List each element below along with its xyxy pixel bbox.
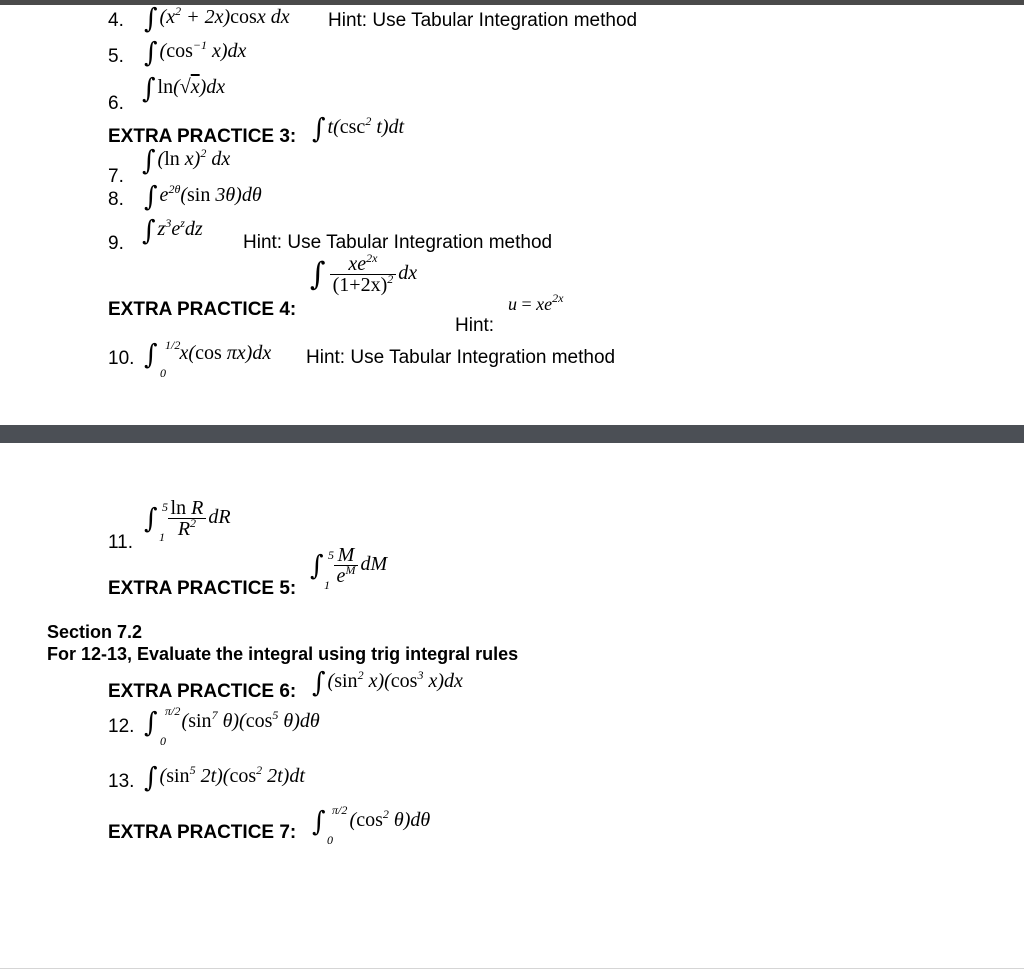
problem-6-number: 6.	[108, 93, 124, 114]
extra-practice-4-hint-label: Hint:	[455, 315, 495, 336]
extra-practice-7-integral: ∫ ($\cos^2$ θ)dθ	[312, 806, 431, 838]
section-title: Section 7.2	[47, 622, 143, 642]
problem-4-integral: ∫ $(x^2 + 2x)\cos x$ dx	[144, 3, 290, 35]
problem-11-lower-limit: 1	[159, 530, 165, 544]
problem-8-number: 8.	[108, 189, 124, 210]
extra-practice-5-upper-limit: 5	[328, 548, 334, 562]
extra-practice-4-label: EXTRA PRACTICE 4:	[108, 299, 297, 320]
extra-practice-3-label: EXTRA PRACTICE 3:	[108, 126, 297, 147]
page-divider	[0, 425, 1024, 443]
problem-4-hint: Hint: Use Tabular Integration method	[328, 10, 638, 31]
extra-practice-7-label: EXTRA PRACTICE 7:	[108, 822, 297, 843]
problem-5-number: 5.	[108, 46, 124, 67]
problem-9-hint: Hint: Use Tabular Integration method	[243, 232, 553, 253]
extra-practice-5-integral: ∫ $\frac{M}{e^M}$ dM	[310, 544, 388, 587]
problem-8-integral: ∫ $e^{2\theta}(\sin$ 3θ)dθ	[144, 181, 262, 213]
extra-practice-4-hint-expr: $u = xe^{2x}$	[508, 291, 564, 314]
extra-practice-5-lower-limit: 1	[324, 578, 330, 592]
problem-10-integral: ∫ x(cos πx)dx	[144, 339, 272, 371]
problem-10-hint: Hint: Use Tabular Integration method	[306, 347, 616, 368]
problem-11-upper-limit: 5	[162, 500, 168, 514]
problem-12-integral: ∫ ($\sin^7$ $\theta)(\cos^5$ θ)dθ	[144, 707, 320, 739]
problem-7-integral: ∫ (ln x)$^2$ dx	[142, 145, 231, 177]
extra-practice-5-label: EXTRA PRACTICE 5:	[108, 578, 297, 599]
extra-practice-3-integral: ∫ $t(\csc^2$ t)dt	[312, 113, 405, 145]
problem-12-lower-limit: 0	[160, 734, 166, 748]
problem-13-integral: ∫ ($\sin^5$ $2t)(\cos^2$ 2t)dt	[144, 762, 305, 794]
problem-10-lower-limit: 0	[160, 366, 166, 380]
problem-7-number: 7.	[108, 166, 124, 187]
extra-practice-7-lower-limit: 0	[327, 833, 333, 847]
problem-10-number: 10.	[108, 348, 135, 369]
problem-4-number: 4.	[108, 10, 124, 31]
extra-practice-7-upper-limit: π/2	[332, 803, 348, 817]
problem-6-integral: ∫ ln(√x)dx	[142, 73, 226, 105]
problem-11-number: 11.	[108, 532, 134, 553]
extra-practice-6-label: EXTRA PRACTICE 6:	[108, 681, 297, 702]
problem-10-upper-limit: 1/2	[165, 338, 181, 352]
problem-5-integral: ∫ ($\cos^{-1}$ x)dx	[144, 37, 247, 69]
problem-9-number: 9.	[108, 233, 124, 254]
extra-practice-4-integral: ∫ $\frac{xe^{2x}}{(1+2x)^2}$ dx	[310, 251, 418, 296]
problem-12-upper-limit: π/2	[165, 704, 181, 718]
problem-11-integral: ∫ $\frac{\text{ln R}}{R^2}$ dR	[144, 497, 231, 540]
problem-9-integral: ∫ $z^3e^zdz$	[142, 215, 203, 247]
problem-13-number: 13.	[108, 771, 135, 792]
problem-12-number: 12.	[108, 716, 135, 737]
bottom-border	[0, 968, 1024, 969]
extra-practice-6-integral: ∫ ($\sin^2$ $x)(\cos^3$ x)dx	[312, 667, 463, 699]
section-instruction: For 12-13, Evaluate the integral using trig integral rules	[47, 644, 519, 664]
